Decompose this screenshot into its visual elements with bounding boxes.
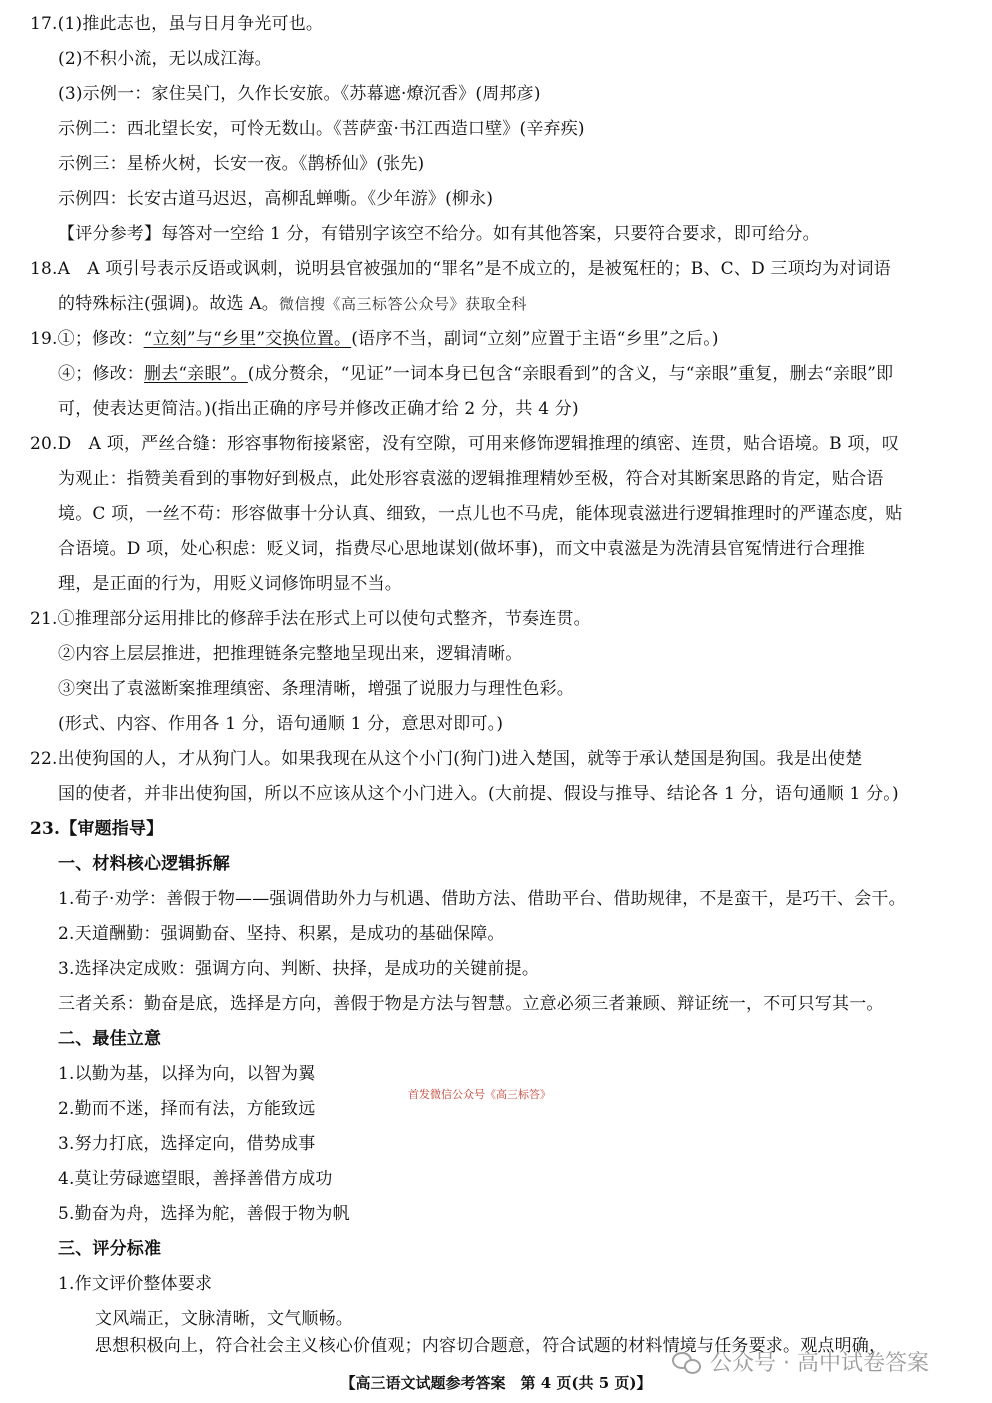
q20-line-5: 理，是正面的行为，用贬义词修饰明显不当。	[58, 574, 402, 594]
thesis-2: 2.勤而不迷，择而有法，方能致远	[58, 1099, 316, 1119]
criteria-1-line-1: 文风端正，文脉清晰，文气顺畅。	[95, 1309, 353, 1329]
q19-line-2-fix: 删去“亲眼”。	[144, 364, 248, 384]
thesis-4: 4.莫让劳碌遮望眼，善择善借方成功	[58, 1169, 333, 1189]
q20-line-4: 合语境。D 项，处心积虑：贬义词，指费尽心思地谋划(做坏事)，而文中袁滋是为洗清县官冤情进行合理推	[58, 539, 866, 559]
q17-scoring: 【评分参考】每答对一空给 1 分，有错别字该空不给分。如有其他答案，只要符合要求，即可给分。	[58, 224, 820, 244]
criteria-1-line-2: 思想积极向上，符合社会主义核心价值观；内容切合题意，符合试题的材料情境与任务要求。观点明确，	[95, 1336, 887, 1356]
q17-line-2: (2)不积小流，无以成江海。	[58, 49, 272, 69]
q19-line-2	[58, 362, 893, 386]
q19-line-1	[30, 327, 719, 351]
logic-item-1: 1.荀子·劝学：善假于物——强调借助外力与机遇、借助方法、借助平台、借助规律，不是蛮干，是巧干、会干。	[58, 889, 906, 909]
q19-line-2-b: (成分赘余，“见证”一词本身已包含“亲眼看到”的含义，与“亲眼”重复，删去“亲眼”即	[247, 364, 894, 384]
wechat-badge-text: 公众号 · 高中试卷答案	[710, 1351, 929, 1376]
q21-line-4: (形式、内容、作用各 1 分，语句通顺 1 分，意思对即可。)	[58, 714, 504, 734]
q19-line-2-a: ④；修改：	[58, 364, 144, 384]
logic-item-2: 2.天道酬勤：强调勤奋、坚持、积累，是成功的基础保障。	[58, 924, 505, 944]
q22-line-2: 国的使者，并非出使狗国，所以不应该从这个小门进入。(大前提、假设与推导、结论各 1 分，语句通顺 1 分。)	[58, 784, 899, 804]
thesis-3: 3.努力打底，选择定向，借势成事	[58, 1134, 316, 1154]
q19-line-1-b: (语序不当，副词“立刻”应置于主语“乡里”之后。)	[351, 329, 719, 349]
section-1-heading: 一、材料核心逻辑拆解	[58, 854, 230, 874]
q19-line-3: 可，使表达更简洁。)(指出正确的序号并修改正确才给 2 分，共 4 分)	[58, 399, 579, 419]
wechat-icon	[672, 1350, 702, 1374]
q18-line-1: 18.A A 项引号表示反语或讽刺，说明县官被强加的“罪名”是不成立的，是被冤枉的；B、C、D 三项均为对词语	[30, 259, 891, 279]
q18-line-2	[58, 292, 527, 316]
q17-line-3: (3)示例一：家住吴门，久作长安旅。《苏幕遮·燎沉香》(周邦彦)	[58, 84, 541, 104]
q17-example-3: 示例三：星桥火树，长安一夜。《鹊桥仙》(张先)	[58, 154, 425, 174]
q18-line-2-text: 的特殊标注(强调)。故选 A。	[58, 294, 279, 314]
q17-line-1: 17.(1)推此志也，虽与日月争光可也。	[30, 14, 324, 34]
logic-relation: 三者关系：勤奋是底，选择是方向，善假于物是方法与智慧。立意必须三者兼顾、辩证统一，不可只写其一。	[58, 994, 884, 1014]
q19-line-1-a: 19.①；修改：	[30, 329, 144, 349]
q21-line-2: ②内容上层层推进，把推理链条完整地呈现出来，逻辑清晰。	[58, 644, 523, 664]
q22-line-1: 22.出使狗国的人，才从狗门人。如果我现在从这个小门(狗门)进入楚国，就等于承认楚国是狗国。我是出使楚	[30, 749, 863, 769]
q21-line-1: 21.①推理部分运用排比的修辞手法在形式上可以使句式整齐，节奏连贯。	[30, 609, 591, 629]
thesis-5: 5.勤奋为舟，选择为舵，善假于物为帆	[58, 1204, 350, 1224]
watermark-inline: 微信搜《高三标答公众号》获取全科	[278, 295, 527, 313]
section-3-heading: 三、评分标准	[58, 1239, 162, 1259]
q20-line-1: 20.D A 项，严丝合缝：形容事物衔接紧密，没有空隙，可用来修饰逻辑推理的缜密、连贯，贴合语境。B 项，叹	[30, 434, 900, 454]
q23-heading: 23.【审题指导】	[30, 819, 164, 839]
watermark-red: 首发微信公众号《高三标答》	[408, 1088, 551, 1101]
page-footer: 【高三语文试题参考答案 第 4 页(共 5 页)】	[340, 1374, 652, 1392]
section-2-heading: 二、最佳立意	[58, 1029, 162, 1049]
criteria-1-heading: 1.作文评价整体要求	[58, 1274, 213, 1294]
thesis-1: 1.以勤为基，以择为向，以智为翼	[58, 1064, 316, 1084]
q20-line-3: 境。C 项，一丝不苟：形容做事十分认真、细致，一点儿也不马虎，能体现袁滋进行逻辑推理时的严谨态度，贴	[58, 504, 903, 524]
q21-line-3: ③突出了袁滋断案推理缜密、条理清晰，增强了说服力与理性色彩。	[58, 679, 574, 699]
logic-item-3: 3.选择决定成败：强调方向、判断、抉择，是成功的关键前提。	[58, 959, 540, 979]
q19-line-1-fix: “立刻”与“乡里”交换位置。	[143, 329, 352, 349]
q20-line-2: 为观止：指赞美看到的事物好到极点，此处形容袁滋的逻辑推理精妙至极，符合对其断案思路的肯定，贴合语	[58, 469, 884, 489]
q17-example-2: 示例二：西北望长安，可怜无数山。《菩萨蛮·书江西造口壁》(辛弃疾)	[58, 119, 585, 139]
q17-example-4: 示例四：长安古道马迟迟，高柳乱蝉嘶。《少年游》(柳永)	[58, 189, 494, 209]
